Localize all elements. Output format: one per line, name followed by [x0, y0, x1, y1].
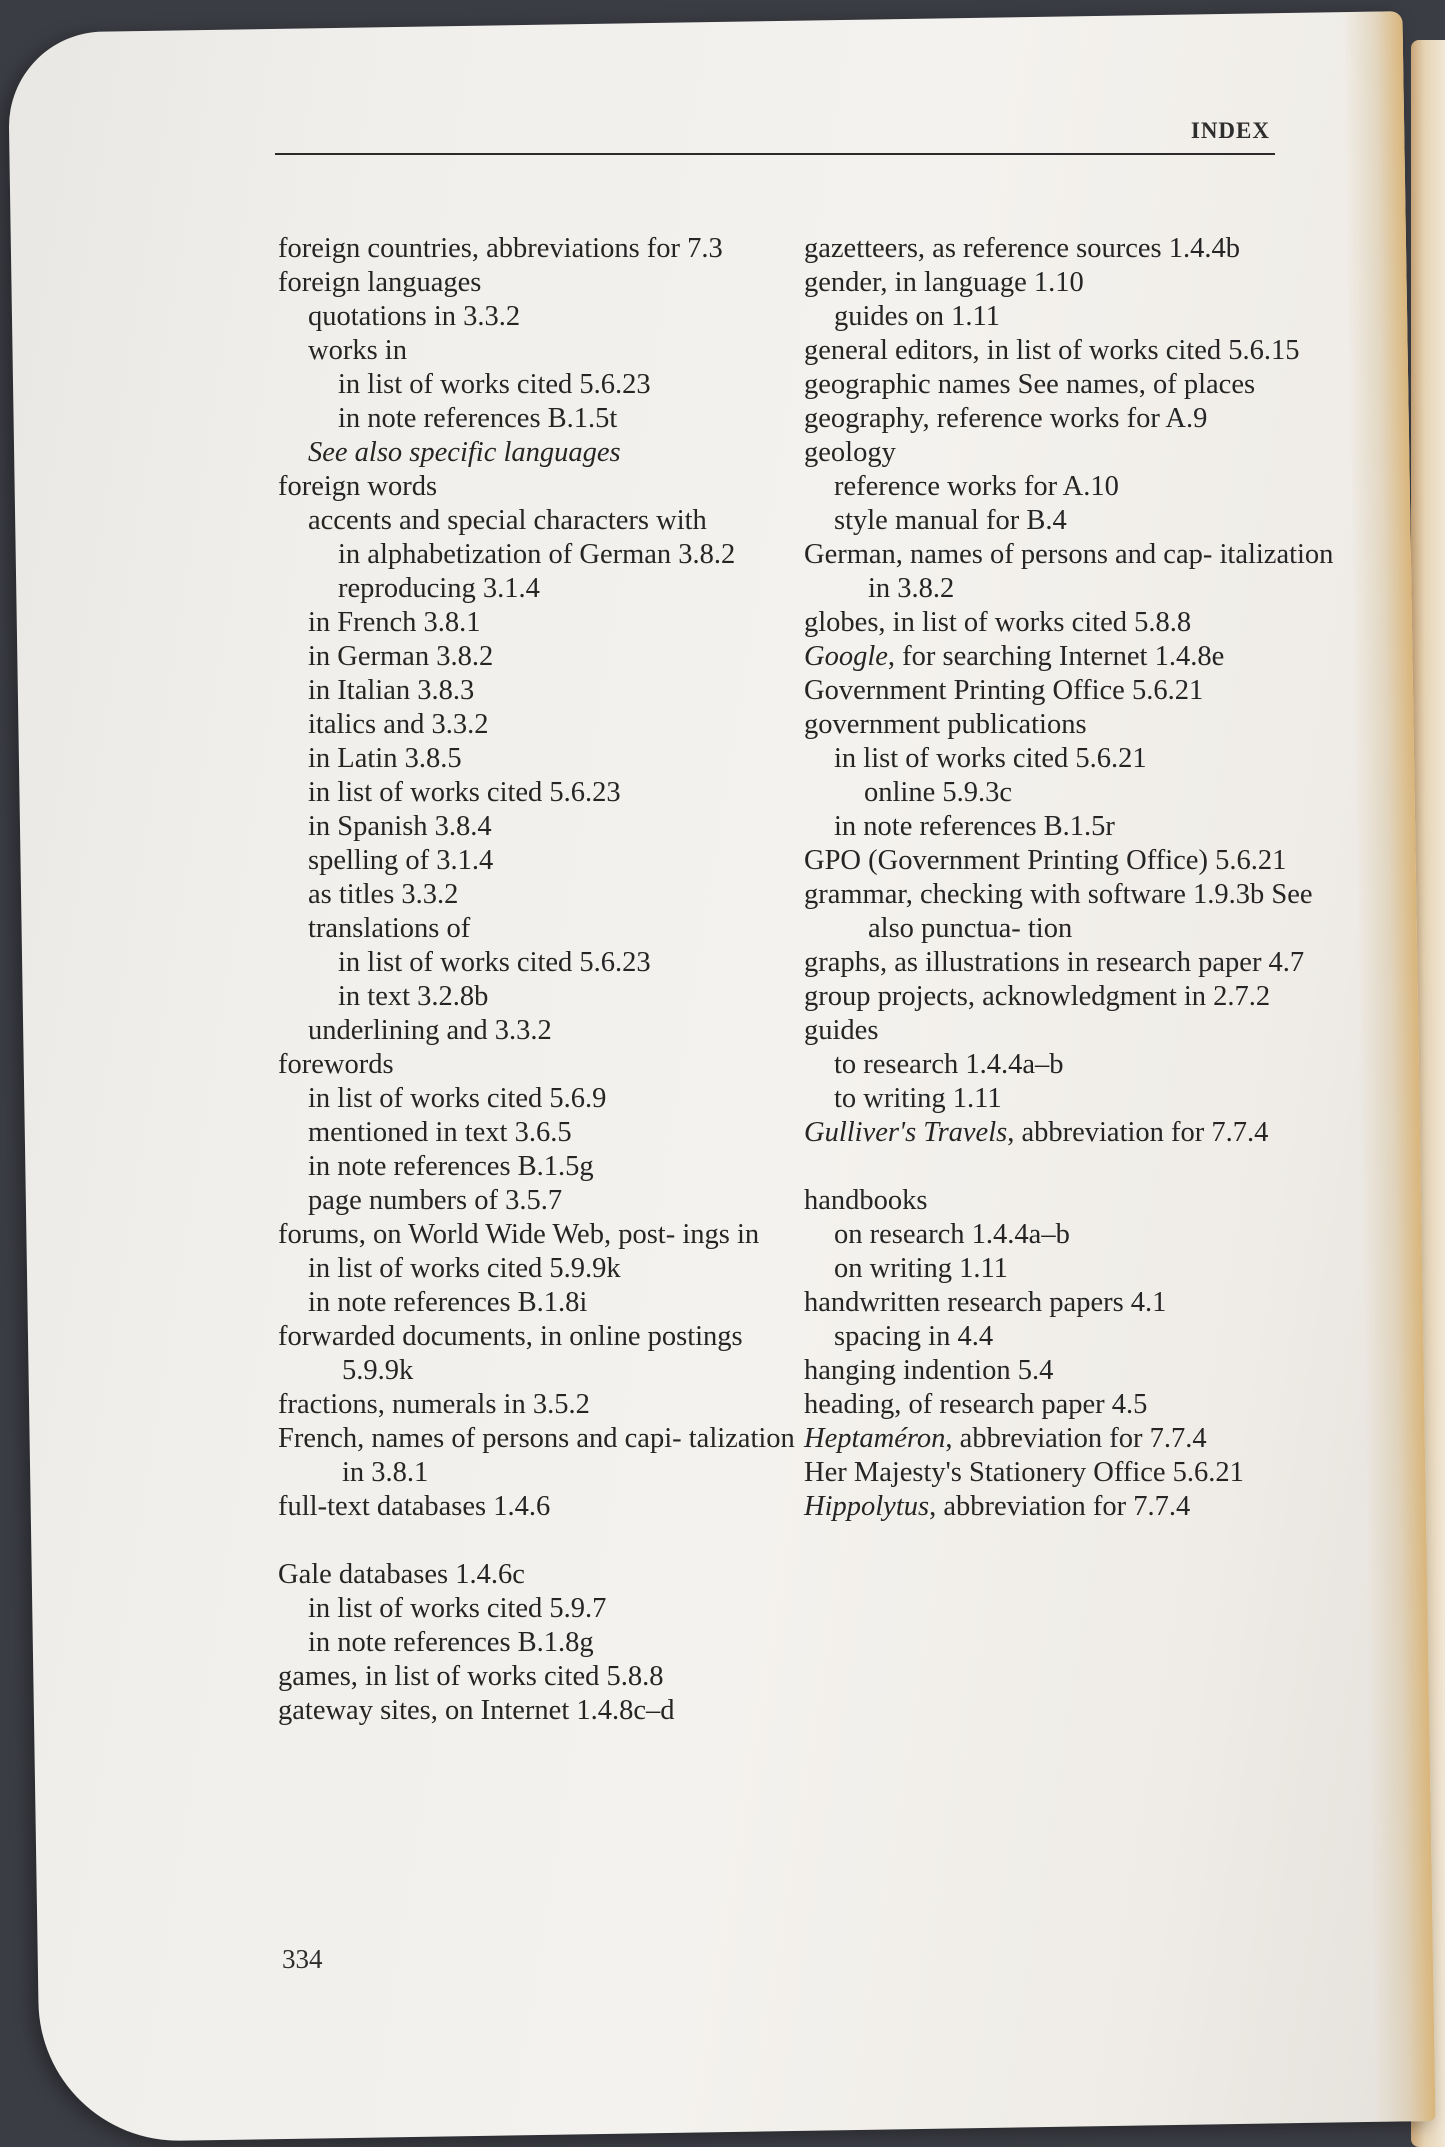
index-entry: in list of works cited 5.6.9	[308, 1083, 607, 1114]
index-entry: fractions, numerals in 3.5.2	[278, 1389, 590, 1420]
index-entry: geology	[804, 437, 896, 468]
index-entry: to research 1.4.4a–b	[834, 1049, 1064, 1080]
index-entry: in French 3.8.1	[308, 607, 481, 638]
index-entry: foreign languages	[278, 267, 482, 298]
index-entry: in text 3.2.8b	[338, 981, 489, 1012]
index-entry: style manual for B.4	[834, 505, 1067, 536]
index-entry: GPO (Government Printing Office) 5.6.21	[804, 845, 1287, 876]
index-entry: in note references B.1.5r	[834, 811, 1115, 842]
index-entry: government publications	[804, 709, 1087, 740]
index-entry: foreign words	[278, 471, 438, 502]
index-entry: grammar, checking with software 1.9.3b See also punctua- tion	[804, 879, 1313, 944]
index-entry: on writing 1.11	[834, 1253, 1008, 1284]
index-entry: full-text databases 1.4.6	[278, 1491, 551, 1522]
index-entry: handwritten research papers 4.1	[804, 1287, 1167, 1318]
index-entry: Heptaméron, abbreviation for 7.7.4	[804, 1423, 1207, 1454]
index-entry: in list of works cited 5.6.23	[308, 777, 621, 808]
index-entry: in Latin 3.8.5	[308, 743, 462, 774]
index-entry: games, in list of works cited 5.8.8	[278, 1661, 664, 1692]
index-entry: accents and special characters with	[308, 505, 707, 536]
index-entry: general editors, in list of works cited 5.6.15	[804, 335, 1300, 366]
index-entry: guides	[804, 1015, 879, 1046]
index-entry: in alphabetization of German 3.8.2	[338, 539, 736, 570]
index-entry: See also specific languages	[308, 437, 621, 468]
index-entry: group projects, acknowledgment in 2.7.2	[804, 981, 1271, 1012]
index-entry: underlining and 3.3.2	[308, 1015, 552, 1046]
index-entry: German, names of persons and cap- italization in 3.8.2	[804, 539, 1334, 604]
index-entry: Government Printing Office 5.6.21	[804, 675, 1204, 706]
index-entry: page numbers of 3.5.7	[308, 1185, 563, 1216]
index-entry: hanging indention 5.4	[804, 1355, 1054, 1386]
header-rule	[275, 153, 1275, 155]
index-entry: reproducing 3.1.4	[338, 573, 540, 604]
index-column-right	[804, 232, 1334, 1524]
index-column-left	[278, 232, 818, 1728]
index-entry: as titles 3.3.2	[308, 879, 459, 910]
index-entry: French, names of persons and capi- talization in 3.8.1	[278, 1423, 795, 1488]
index-entry: to writing 1.11	[834, 1083, 1002, 1114]
index-entry: online 5.9.3c	[864, 777, 1013, 808]
index-entry: on research 1.4.4a–b	[834, 1219, 1070, 1250]
index-entry: geography, reference works for A.9	[804, 403, 1208, 434]
index-entry: mentioned in text 3.6.5	[308, 1117, 572, 1148]
index-entry: in list of works cited 5.6.23	[338, 947, 651, 978]
index-entry: in note references B.1.8i	[308, 1287, 588, 1318]
index-entry: Hippolytus, abbreviation for 7.7.4	[804, 1491, 1191, 1522]
index-entry: guides on 1.11	[834, 301, 1000, 332]
index-entry: reference works for A.10	[834, 471, 1119, 502]
index-entry: spelling of 3.1.4	[308, 845, 494, 876]
index-entry: in German 3.8.2	[308, 641, 494, 672]
index-entry: Gulliver's Travels, abbreviation for 7.7.4	[804, 1117, 1269, 1148]
index-entry: in list of works cited 5.9.7	[308, 1593, 607, 1624]
index-entry: globes, in list of works cited 5.8.8	[804, 607, 1192, 638]
index-entry: italics and 3.3.2	[308, 709, 489, 740]
index-entry: spacing in 4.4	[834, 1321, 994, 1352]
index-entry: forwarded documents, in online postings 5.9.9k	[278, 1321, 743, 1386]
index-entry: forewords	[278, 1049, 394, 1080]
index-entry: in note references B.1.5t	[338, 403, 618, 434]
index-entry: gazetteers, as reference sources 1.4.4b	[804, 233, 1240, 264]
index-entry: translations of	[308, 913, 471, 944]
index-entry: graphs, as illustrations in research paper 4.7	[804, 947, 1305, 978]
page-number: 334	[282, 1944, 323, 1974]
index-entry: in list of works cited 5.9.9k	[308, 1253, 621, 1284]
index-entry: quotations in 3.3.2	[308, 301, 521, 332]
index-entry: heading, of research paper 4.5	[804, 1389, 1148, 1420]
running-head: INDEX	[1190, 118, 1270, 143]
index-entry: in Italian 3.8.3	[308, 675, 475, 706]
index-entry: gateway sites, on Internet 1.4.8c–d	[278, 1695, 675, 1726]
index-entry: Gale databases 1.4.6c	[278, 1559, 525, 1590]
index-entry: in list of works cited 5.6.21	[834, 743, 1147, 774]
index-entry: Google, for searching Internet 1.4.8e	[804, 641, 1225, 672]
index-entry: foreign countries, abbreviations for 7.3	[278, 233, 723, 264]
index-entry: in note references B.1.5g	[308, 1151, 594, 1182]
index-entry: in list of works cited 5.6.23	[338, 369, 651, 400]
index-entry: in note references B.1.8g	[308, 1627, 594, 1658]
index-entry: in Spanish 3.8.4	[308, 811, 492, 842]
index-entry: Her Majesty's Stationery Office 5.6.21	[804, 1457, 1244, 1488]
index-entry: gender, in language 1.10	[804, 267, 1084, 298]
index-entry: geographic names See names, of places	[804, 369, 1256, 400]
index-entry: handbooks	[804, 1185, 928, 1216]
index-entry: forums, on World Wide Web, post- ings in	[278, 1219, 760, 1250]
index-entry: works in	[308, 335, 407, 366]
